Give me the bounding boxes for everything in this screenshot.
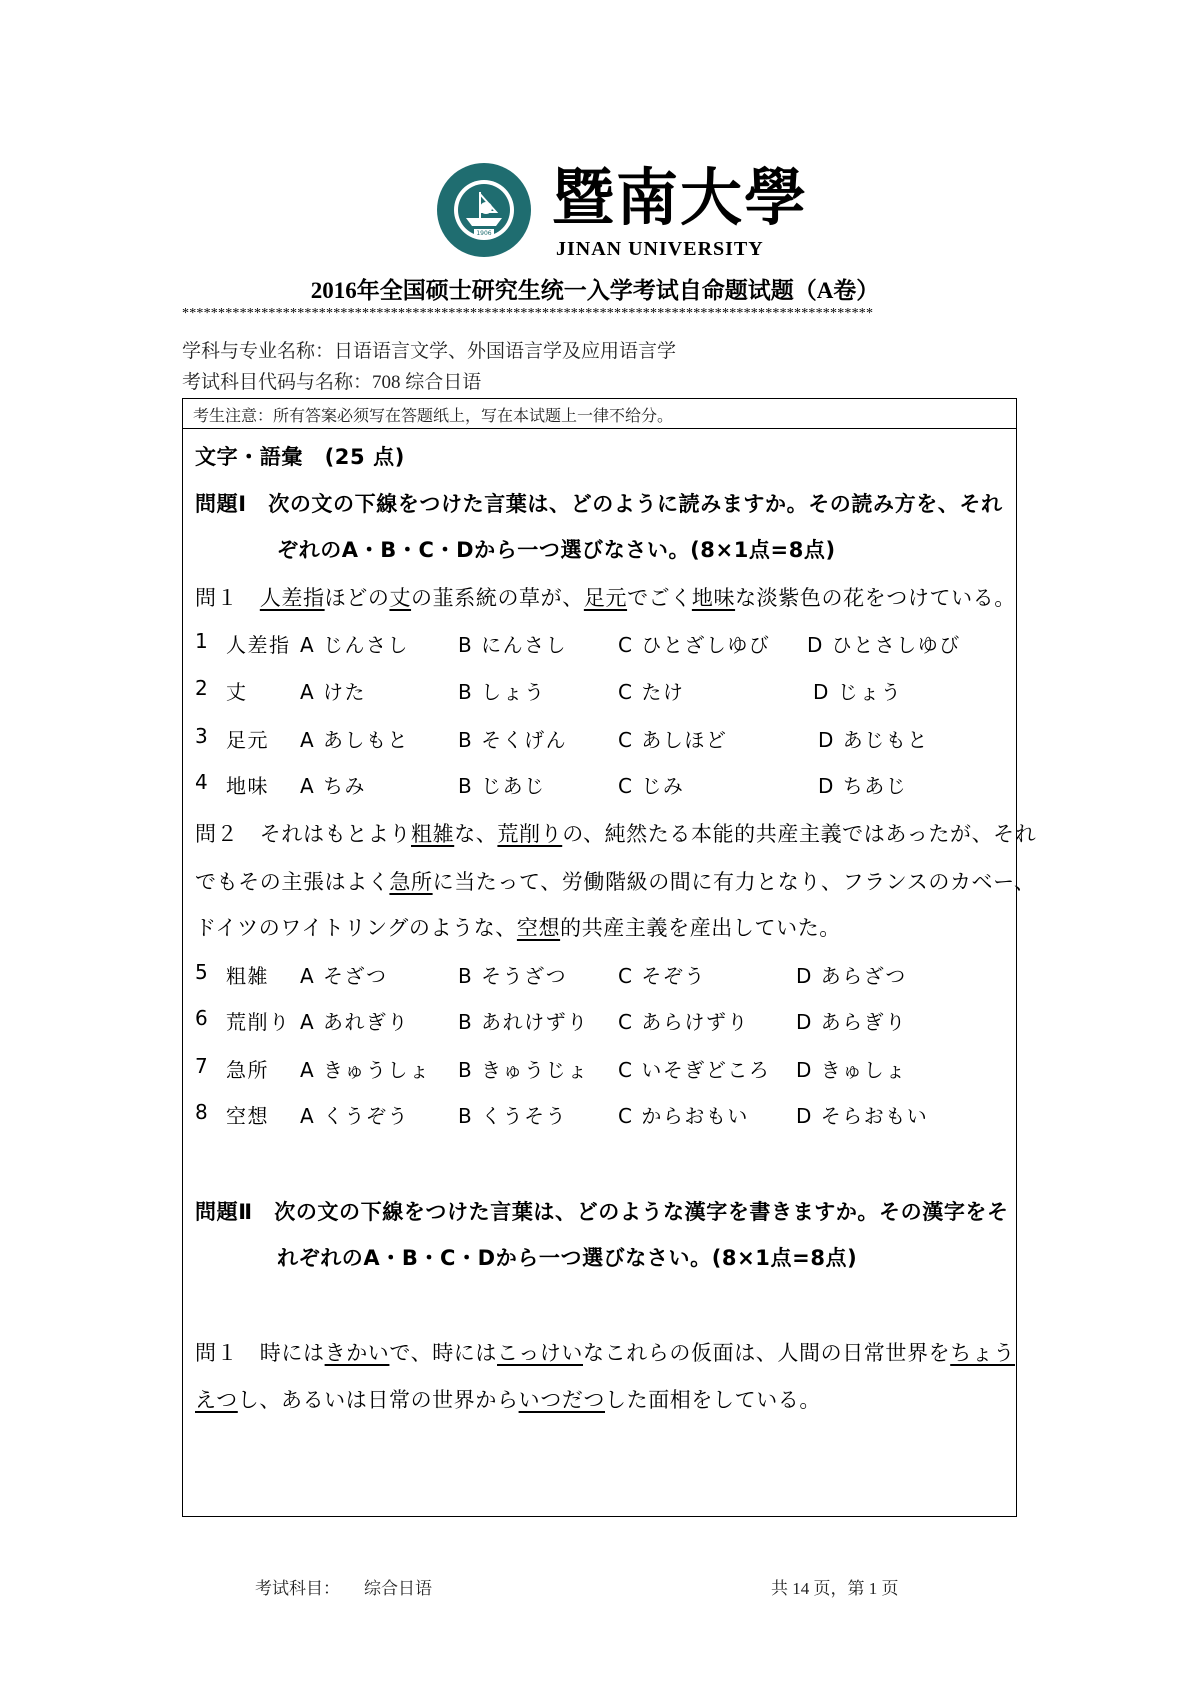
underlined-word: 丈 <box>389 586 412 610</box>
passage-text: で、時には <box>389 1341 498 1365</box>
item-word: 足元 <box>226 728 269 752</box>
university-emblem-logo <box>436 162 532 258</box>
option-b: B くうそう <box>458 1104 568 1128</box>
item-word: 粗雑 <box>226 964 269 988</box>
option-d: D ちあじ <box>818 774 908 798</box>
option-a: A あれぎり <box>300 1010 410 1034</box>
item-number: 1 <box>195 629 210 653</box>
question-box <box>182 398 1037 1517</box>
separator-stars: ************************************************************************************************ <box>182 306 874 321</box>
item-number: 7 <box>195 1054 210 1078</box>
option-c: C からおもい <box>618 1104 749 1128</box>
option-a: A じんさし <box>300 633 410 657</box>
question-2-instruction: 問題Ⅱ 次の文の下線をつけた言葉は、どのような漢字を書きますか。その漢字をそ <box>195 1200 1009 1224</box>
option-b: B そうざつ <box>458 964 568 988</box>
question-1-instruction: 問題Ⅰ 次の文の下線をつけた言葉は、どのように読みますか。その読み方を、それ <box>195 492 1003 516</box>
underlined-word: いつだつ <box>518 1388 605 1412</box>
passage-text: 問１ 時には <box>195 1341 325 1365</box>
item-number: 4 <box>195 770 210 794</box>
footer-subject-name: 综合日语 <box>364 1579 432 1598</box>
footer-page-info: 共 14 页，第 1 页 <box>771 1579 899 1598</box>
option-b: B あれけずり <box>458 1010 589 1034</box>
passage-text: な淡紫色の花をつけている。 <box>735 586 1016 610</box>
major-name: 学科与专业名称：日语语言文学、外国语言学及应用语言学 <box>182 341 677 362</box>
passage-text: ドイツのワイトリングのような、 <box>195 916 517 940</box>
option-d: D きゅしょ <box>796 1058 907 1082</box>
university-name-cn: 暨南大學 <box>552 161 809 234</box>
option-c: C いそぎどころ <box>618 1058 771 1082</box>
passage-text: でごく <box>627 586 692 610</box>
underlined-word: 空想 <box>516 916 561 940</box>
passage-text: した面相をしている。 <box>605 1388 821 1412</box>
underlined-word: 粗雑 <box>411 822 455 846</box>
underlined-word: 荒削り <box>497 822 563 846</box>
passage-text: 問１ <box>195 586 260 610</box>
passage-text: ほどの <box>324 586 390 610</box>
subject-code-name: 考试科目代码与名称：708 综合日语 <box>182 372 482 393</box>
exam-title: 2016年全国硕士研究生统一入学考试自命题试题（A卷） <box>310 278 880 303</box>
option-b: B じあじ <box>458 774 546 798</box>
option-c: C あらけずり <box>618 1010 749 1034</box>
option-b: B そくげん <box>458 728 568 752</box>
option-d: D じょう <box>813 680 903 704</box>
option-a: A そざつ <box>300 964 388 988</box>
item-word: 空想 <box>226 1104 269 1128</box>
item-word: 丈 <box>226 680 248 704</box>
underlined-word: 足元 <box>583 586 628 610</box>
passage-text: な、 <box>454 822 498 846</box>
passage-line <box>195 1384 821 1414</box>
item-word: 地味 <box>226 774 269 798</box>
underlined-word: きかい <box>324 1341 390 1365</box>
option-a: A きゅうしょ <box>300 1058 431 1082</box>
underlined-word: 地味 <box>691 586 736 610</box>
item-number: 3 <box>195 724 210 748</box>
underlined-word: 急所 <box>389 870 433 894</box>
underlined-word: えつ <box>195 1388 238 1412</box>
passage-text: でもその主張はよく <box>195 870 390 894</box>
option-d: D あらぎり <box>796 1010 907 1034</box>
option-a: A けた <box>300 680 367 704</box>
footer-subject-label: 考试科目： <box>255 1579 340 1598</box>
passage-text: 的共産主義を産出していた。 <box>560 916 841 940</box>
option-c: C あしほど <box>618 728 728 752</box>
item-word: 人差指 <box>226 633 291 657</box>
passage-text: に当たって、労働階級の間に有力となり、フランスのカベー、 <box>432 870 1036 894</box>
notice-row <box>183 399 1016 429</box>
item-word: 荒削り <box>226 1010 291 1034</box>
option-c: C ひとざしゆび <box>618 633 771 657</box>
passage-line <box>195 912 841 942</box>
passage-line <box>195 866 1036 896</box>
option-b: B しょう <box>458 680 546 704</box>
underlined-word: 人差指 <box>259 586 325 610</box>
section-title: 文字・語彙 (25 点) <box>195 445 405 469</box>
passage-text: し、あるいは日常の世界から <box>237 1388 519 1412</box>
question-1-instruction-cont: ぞれのA・B・C・Dから一つ選びなさい。(8×1点=8点) <box>277 538 836 562</box>
option-c: C そぞう <box>618 964 706 988</box>
item-number: 2 <box>195 676 210 700</box>
passage-text: 問２ それはもとより <box>195 822 411 846</box>
underlined-word: ちょう <box>950 1341 1016 1365</box>
passage-text: の韮系統の草が、 <box>411 586 584 610</box>
item-number: 5 <box>195 960 210 984</box>
item-number: 6 <box>195 1006 210 1030</box>
option-d: D あじもと <box>818 728 929 752</box>
option-c: C たけ <box>618 680 685 704</box>
option-c: C じみ <box>618 774 685 798</box>
option-a: A あしもと <box>300 728 410 752</box>
option-d: D そらおもい <box>796 1104 929 1128</box>
option-a: A ちみ <box>300 774 367 798</box>
candidate-notice: 考生注意：所有答案必须写在答题纸上，写在本试题上一律不给分。 <box>193 408 674 425</box>
university-name-en: JINAN UNIVERSITY <box>556 238 764 260</box>
passage-text: なこれらの仮面は、人間の日常世界を <box>583 1341 951 1365</box>
passage-text: の、純然たる本能的共産主義ではあったが、それ <box>562 822 1037 846</box>
option-b: B にんさし <box>458 633 568 657</box>
item-number: 8 <box>195 1100 210 1124</box>
option-b: B きゅうじょ <box>458 1058 589 1082</box>
question-2-instruction-cont: れぞれのA・B・C・Dから一つ選びなさい。(8×1点=8点) <box>277 1246 858 1270</box>
underlined-word: こっけい <box>497 1341 583 1365</box>
passage-line <box>195 1337 1015 1367</box>
option-a: A くうぞう <box>300 1104 410 1128</box>
item-word: 急所 <box>226 1058 269 1082</box>
passage-line <box>195 582 1016 612</box>
passage-line <box>195 818 1036 848</box>
option-d: D あらざつ <box>796 964 907 988</box>
option-d: D ひとさしゆび <box>807 633 961 657</box>
svg-text:1906: 1906 <box>476 230 492 237</box>
